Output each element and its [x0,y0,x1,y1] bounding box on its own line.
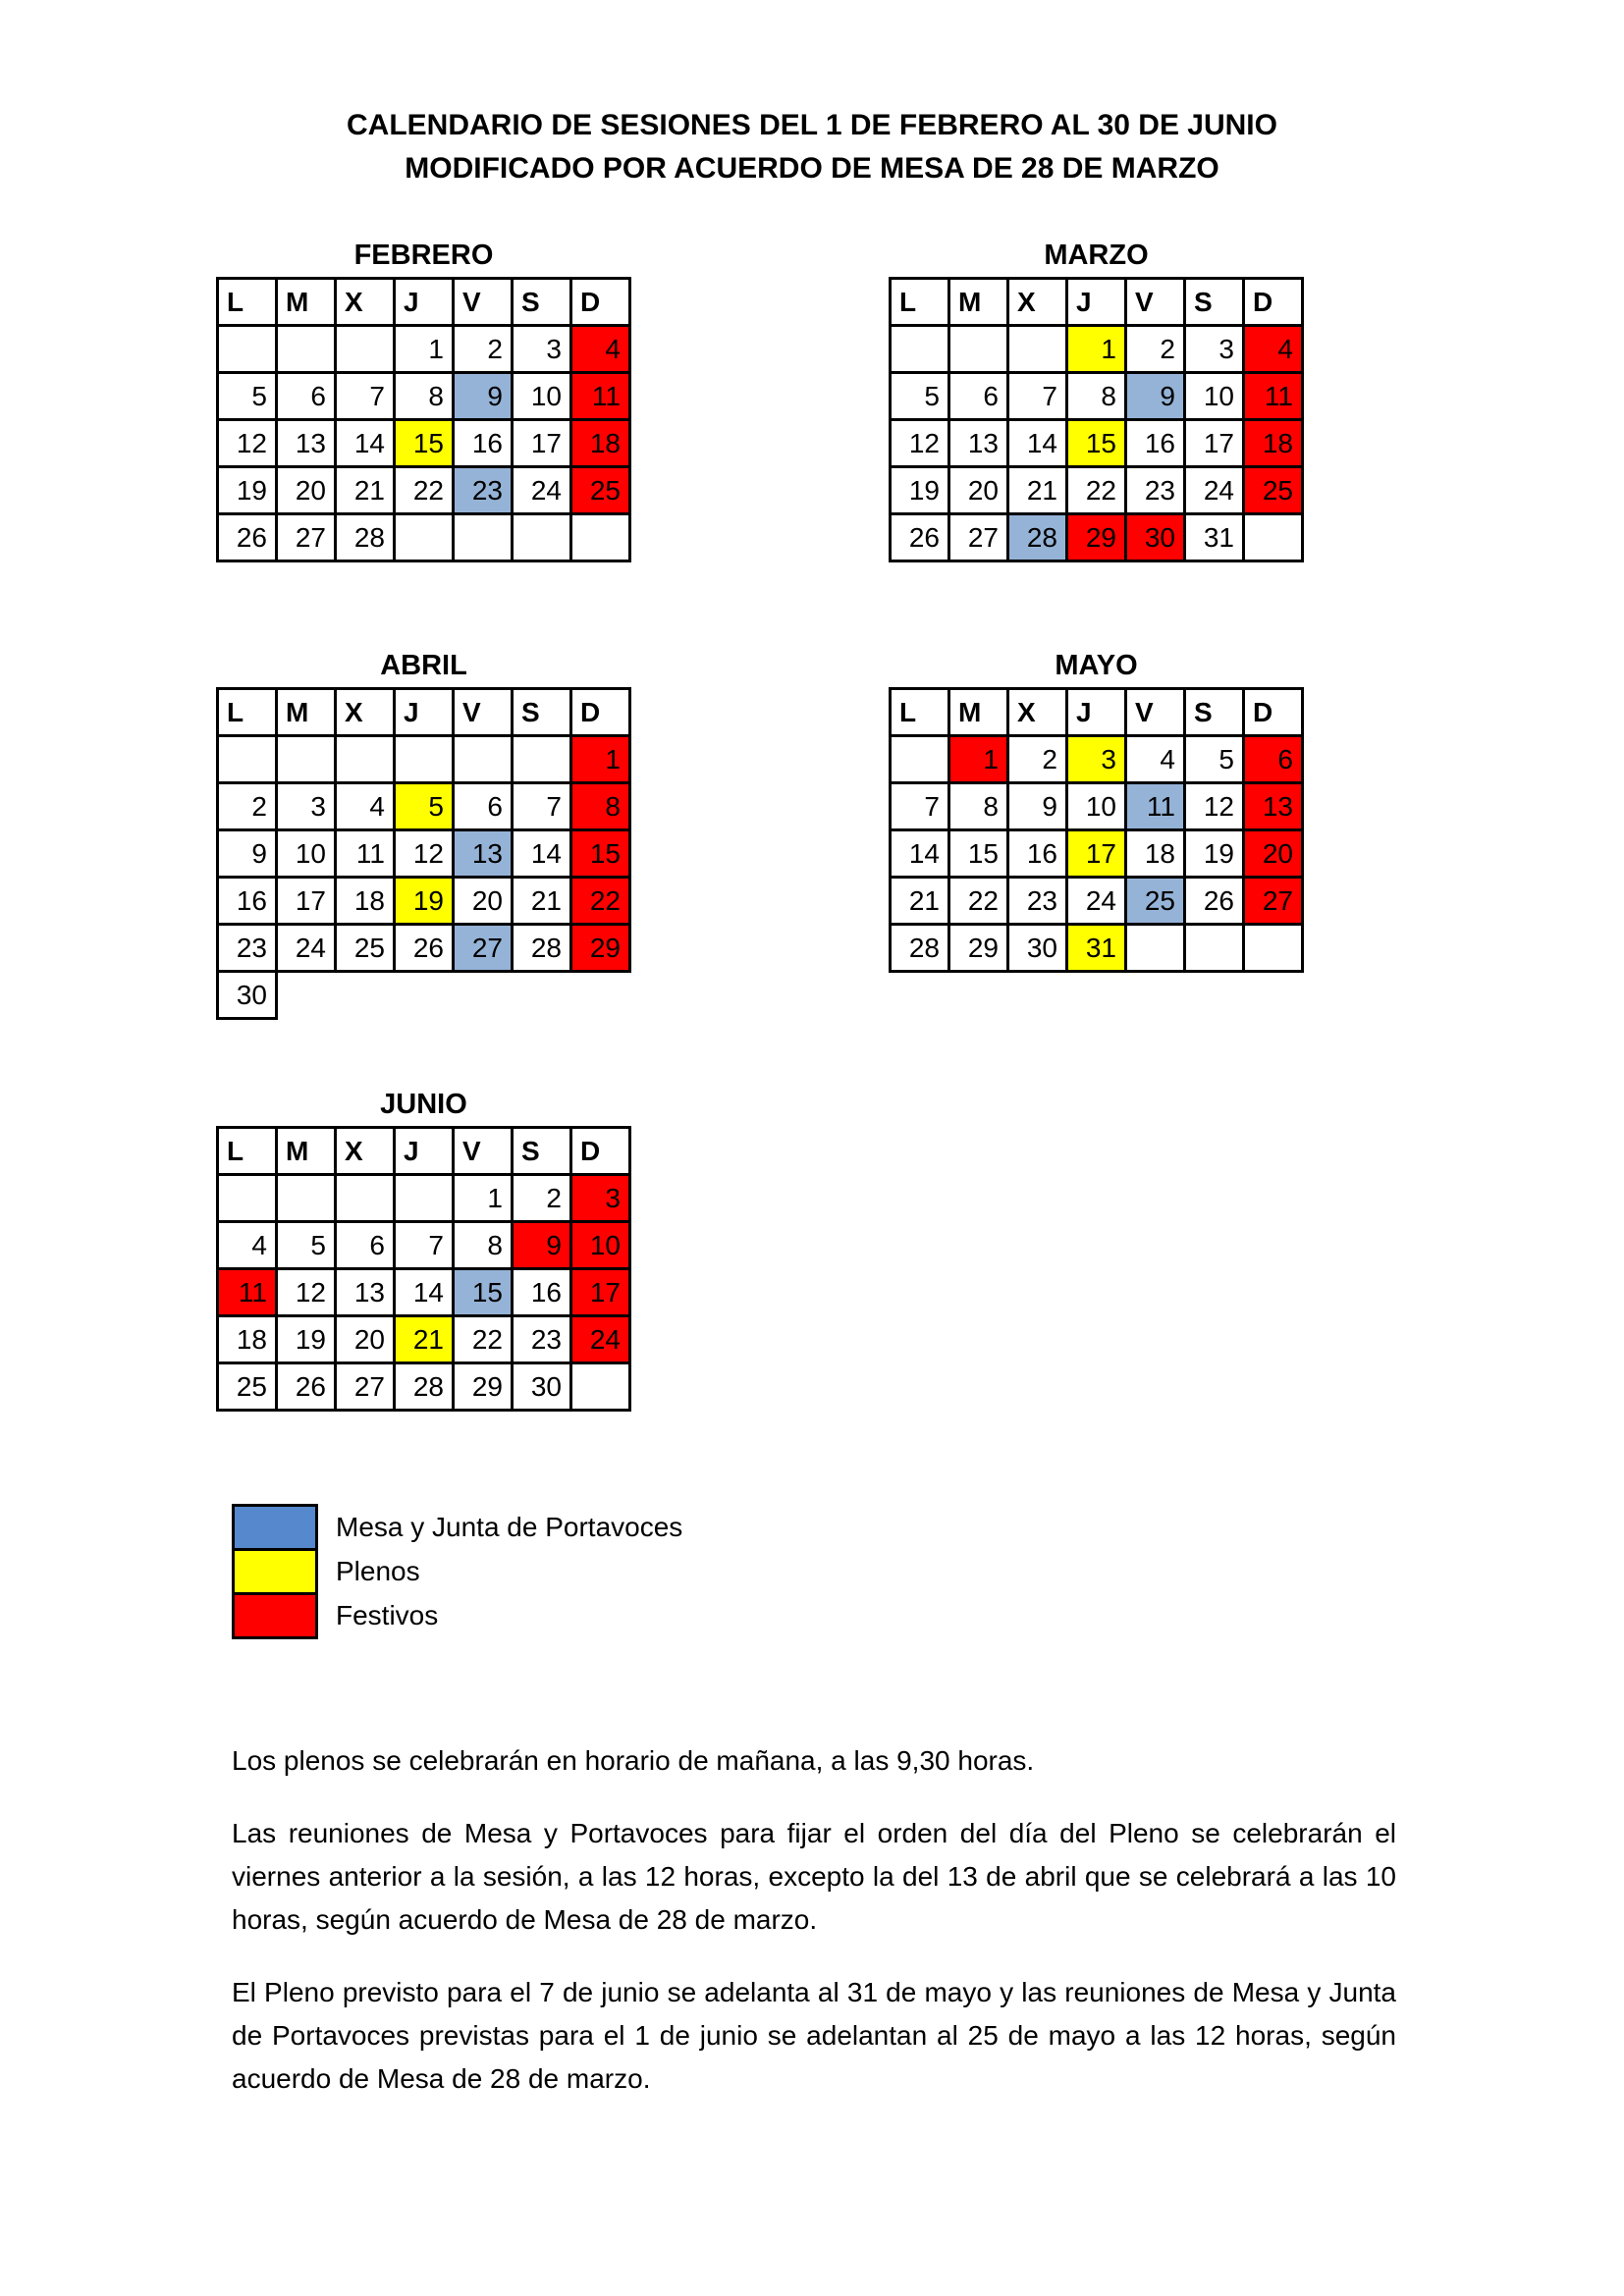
day-cell: 21 [1008,467,1067,514]
month-title: MARZO [1044,240,1149,271]
empty-day-cell [395,736,454,783]
day-cell: 7 [513,783,571,830]
day-cell: 4 [336,783,395,830]
empty-day-cell [277,326,336,373]
week-row [891,373,1303,420]
day-cell: 19 [218,467,277,514]
day-cell: 22 [1067,467,1126,514]
week-row [891,783,1303,830]
day-cell: 17 [513,420,571,467]
day-cell: 9 [218,830,277,878]
weekday-header-cell: L [218,279,277,326]
day-cell: 23 [218,925,277,972]
day-cell: 16 [1008,830,1067,878]
day-cell: 2 [513,1175,571,1222]
legend-swatch-yellow [232,1548,318,1595]
day-cell: 18 [218,1316,277,1363]
empty-day-cell [277,736,336,783]
day-cell: 17 [277,878,336,925]
weekday-header-cell: X [1008,279,1067,326]
day-cell: 1 [571,736,630,783]
month-calendar-marzo [889,240,1304,562]
day-cell: 8 [454,1222,513,1269]
day-cell: 20 [454,878,513,925]
calendar-table [889,277,1304,562]
empty-day-cell [336,326,395,373]
day-cell: 25 [1244,467,1303,514]
empty-day-cell [891,326,949,373]
day-cell: 16 [1126,420,1185,467]
day-cell: 15 [1067,420,1126,467]
weekday-header-cell: D [1244,279,1303,326]
day-cell: 27 [277,514,336,561]
week-row [218,878,630,925]
day-cell: 1 [454,1175,513,1222]
empty-day-cell [218,326,277,373]
legend-row [232,1592,682,1639]
day-cell: 1 [949,736,1008,783]
day-cell: 14 [336,420,395,467]
week-row [218,420,630,467]
day-cell: 4 [218,1222,277,1269]
day-cell: 6 [949,373,1008,420]
weekday-header-cell: M [277,689,336,736]
week-row [218,514,630,561]
weekday-header-cell: V [1126,689,1185,736]
weekday-header-cell: D [571,689,630,736]
month-calendar-mayo [889,650,1304,973]
day-cell: 3 [1185,326,1244,373]
weekday-header-cell: V [1126,279,1185,326]
day-cell: 13 [336,1269,395,1316]
week-row [891,420,1303,467]
weekday-header-cell: S [1185,279,1244,326]
day-cell: 4 [1244,326,1303,373]
weekday-header-cell: D [571,279,630,326]
day-cell: 10 [571,1222,630,1269]
day-cell: 22 [454,1316,513,1363]
day-cell: 7 [891,783,949,830]
day-cell: 19 [277,1316,336,1363]
weekday-header-cell: J [395,689,454,736]
weekday-header-cell: X [336,279,395,326]
month-calendar-junio [216,1089,631,1412]
day-cell: 2 [218,783,277,830]
weekday-header-cell: S [1185,689,1244,736]
weekday-header-cell: L [218,1128,277,1175]
weekday-header-cell: L [891,279,949,326]
week-row [891,736,1303,783]
day-cell: 30 [513,1363,571,1411]
day-cell: 15 [571,830,630,878]
day-cell: 4 [1126,736,1185,783]
weekday-header-cell: X [336,689,395,736]
day-cell: 28 [891,925,949,972]
day-cell: 3 [571,1175,630,1222]
empty-day-cell [1244,514,1303,561]
legend-swatch-red [232,1592,318,1639]
day-cell: 19 [395,878,454,925]
note-mesa-portavoces-meetings: Las reuniones de Mesa y Portavoces para fijar el orden del día del Pleno se celebrarán el viernes anterior a la sesión, a las 12 horas, excepto la del 13 de abril que se celebrará a las 10 horas, según acuerdo de Mesa de 28 de marzo. [232,1818,1396,1935]
absent-cell [277,972,336,1019]
week-row [218,1269,630,1316]
day-cell: 22 [949,878,1008,925]
day-cell: 29 [949,925,1008,972]
day-cell: 3 [277,783,336,830]
legend-label: Mesa y Junta de Portavoces [336,1512,683,1542]
day-cell: 28 [395,1363,454,1411]
day-cell: 20 [277,467,336,514]
day-cell: 5 [395,783,454,830]
weekday-header-cell: M [949,689,1008,736]
legend-label: Festivos [336,1600,439,1630]
day-cell: 6 [454,783,513,830]
empty-day-cell [1185,925,1244,972]
day-cell: 5 [218,373,277,420]
notes-section [232,1739,1396,2130]
weekday-header-cell: L [218,689,277,736]
weekday-header-row [218,689,630,736]
day-cell: 18 [1126,830,1185,878]
weekday-header-cell: M [277,279,336,326]
day-cell: 26 [395,925,454,972]
page-title [0,104,1624,190]
weekday-header-cell: J [1067,689,1126,736]
empty-day-cell [336,736,395,783]
day-cell: 15 [949,830,1008,878]
day-cell: 10 [1067,783,1126,830]
day-cell: 19 [1185,830,1244,878]
day-cell: 26 [277,1363,336,1411]
day-cell: 22 [571,878,630,925]
week-row [218,783,630,830]
week-row [891,925,1303,972]
day-cell: 18 [1244,420,1303,467]
day-cell: 5 [277,1222,336,1269]
day-cell: 9 [454,373,513,420]
day-cell: 18 [571,420,630,467]
empty-day-cell [1126,925,1185,972]
day-cell: 14 [513,830,571,878]
weekday-header-cell: X [336,1128,395,1175]
day-cell: 16 [454,420,513,467]
week-row [218,972,630,1019]
weekday-header-row [218,1128,630,1175]
empty-day-cell [1244,925,1303,972]
day-cell: 30 [218,972,277,1019]
day-cell: 28 [513,925,571,972]
day-cell: 25 [336,925,395,972]
empty-day-cell [454,514,513,561]
week-row [218,1175,630,1222]
day-cell: 12 [218,420,277,467]
day-cell: 29 [1067,514,1126,561]
day-cell: 2 [1126,326,1185,373]
day-cell: 7 [1008,373,1067,420]
day-cell: 6 [277,373,336,420]
month-calendar-febrero [216,240,631,562]
day-cell: 5 [1185,736,1244,783]
week-row [218,1363,630,1411]
day-cell: 13 [949,420,1008,467]
day-cell: 12 [395,830,454,878]
day-cell: 9 [1126,373,1185,420]
empty-day-cell [218,736,277,783]
weekday-header-cell: J [395,1128,454,1175]
day-cell: 29 [454,1363,513,1411]
absent-cell [513,972,571,1019]
day-cell: 4 [571,326,630,373]
day-cell: 27 [1244,878,1303,925]
weekday-header-cell: D [571,1128,630,1175]
legend-row [232,1504,682,1551]
day-cell: 31 [1067,925,1126,972]
day-cell: 27 [336,1363,395,1411]
day-cell: 12 [277,1269,336,1316]
day-cell: 8 [1067,373,1126,420]
day-cell: 13 [1244,783,1303,830]
month-title: JUNIO [380,1089,467,1120]
day-cell: 16 [513,1269,571,1316]
calendar-table [889,687,1304,973]
calendar-table [216,1126,631,1412]
week-row [891,467,1303,514]
day-cell: 13 [277,420,336,467]
day-cell: 12 [891,420,949,467]
day-cell: 25 [218,1363,277,1411]
day-cell: 9 [1008,783,1067,830]
day-cell: 24 [1067,878,1126,925]
day-cell: 28 [1008,514,1067,561]
day-cell: 21 [395,1316,454,1363]
month-title: ABRIL [380,650,467,681]
weekday-header-cell: V [454,279,513,326]
empty-day-cell [336,1175,395,1222]
empty-day-cell [218,1175,277,1222]
day-cell: 17 [571,1269,630,1316]
day-cell: 17 [1185,420,1244,467]
day-cell: 3 [1067,736,1126,783]
weekday-header-cell: S [513,1128,571,1175]
day-cell: 19 [891,467,949,514]
legend-swatch-legend-blue [232,1504,318,1551]
day-cell: 26 [218,514,277,561]
legend-label: Plenos [336,1556,420,1586]
weekday-header-cell: J [1067,279,1126,326]
day-cell: 30 [1126,514,1185,561]
day-cell: 11 [571,373,630,420]
empty-day-cell [395,1175,454,1222]
calendar-table [216,687,631,1020]
weekday-header-cell: J [395,279,454,326]
week-row [218,925,630,972]
day-cell: 8 [949,783,1008,830]
empty-day-cell [1008,326,1067,373]
weekday-header-cell: V [454,1128,513,1175]
day-cell: 22 [395,467,454,514]
weekday-header-cell: V [454,689,513,736]
page-title-line-1: CALENDARIO DE SESIONES DEL 1 DE FEBRERO AL 30 DE JUNIO [347,109,1277,141]
empty-day-cell [949,326,1008,373]
day-cell: 25 [571,467,630,514]
empty-day-cell [513,514,571,561]
empty-day-cell [571,1363,630,1411]
week-row [891,514,1303,561]
day-cell: 14 [395,1269,454,1316]
empty-day-cell [395,514,454,561]
day-cell: 5 [891,373,949,420]
day-cell: 21 [336,467,395,514]
day-cell: 24 [1185,467,1244,514]
day-cell: 15 [454,1269,513,1316]
weekday-header-cell: D [1244,689,1303,736]
day-cell: 24 [513,467,571,514]
absent-cell [336,972,395,1019]
day-cell: 8 [571,783,630,830]
weekday-header-cell: M [277,1128,336,1175]
day-cell: 6 [336,1222,395,1269]
legend [232,1504,682,1639]
weekday-header-cell: S [513,689,571,736]
day-cell: 1 [1067,326,1126,373]
day-cell: 23 [454,467,513,514]
week-row [218,1222,630,1269]
day-cell: 2 [454,326,513,373]
week-row [218,736,630,783]
absent-cell [395,972,454,1019]
absent-cell [571,972,630,1019]
weekday-header-cell: M [949,279,1008,326]
week-row [218,326,630,373]
week-row [891,830,1303,878]
calendar-table [216,277,631,562]
day-cell: 24 [571,1316,630,1363]
day-cell: 6 [1244,736,1303,783]
day-cell: 23 [1126,467,1185,514]
empty-day-cell [891,736,949,783]
day-cell: 11 [336,830,395,878]
day-cell: 21 [513,878,571,925]
day-cell: 20 [336,1316,395,1363]
day-cell: 27 [454,925,513,972]
day-cell: 8 [395,373,454,420]
day-cell: 11 [1126,783,1185,830]
day-cell: 18 [336,878,395,925]
day-cell: 12 [1185,783,1244,830]
weekday-header-row [891,689,1303,736]
absent-cell [454,972,513,1019]
week-row [218,1316,630,1363]
day-cell: 21 [891,878,949,925]
week-row [891,878,1303,925]
empty-day-cell [454,736,513,783]
day-cell: 30 [1008,925,1067,972]
day-cell: 7 [336,373,395,420]
day-cell: 13 [454,830,513,878]
day-cell: 23 [513,1316,571,1363]
note-june-rescheduling: El Pleno previsto para el 7 de junio se adelanta al 31 de mayo y las reuniones de Mesa y Junta de Portavoces previstas para el 1 de junio se adelantan al 25 de mayo a las 12 horas, según acuerdo de Mesa de 28 de marzo. [232,1977,1396,2094]
day-cell: 17 [1067,830,1126,878]
day-cell: 26 [1185,878,1244,925]
day-cell: 28 [336,514,395,561]
empty-day-cell [571,514,630,561]
day-cell: 10 [513,373,571,420]
day-cell: 14 [891,830,949,878]
empty-day-cell [277,1175,336,1222]
day-cell: 9 [513,1222,571,1269]
weekday-header-cell: S [513,279,571,326]
week-row [218,830,630,878]
day-cell: 14 [1008,420,1067,467]
week-row [891,326,1303,373]
day-cell: 2 [1008,736,1067,783]
day-cell: 24 [277,925,336,972]
page-title-line-2: MODIFICADO POR ACUERDO DE MESA DE 28 DE MARZO [405,152,1219,185]
note-plenos-schedule: Los plenos se celebrarán en horario de mañana, a las 9,30 horas. [232,1745,1035,1776]
day-cell: 16 [218,878,277,925]
month-calendar-abril [216,650,631,1020]
weekday-header-row [891,279,1303,326]
day-cell: 20 [1244,830,1303,878]
week-row [218,373,630,420]
day-cell: 29 [571,925,630,972]
month-title: MAYO [1055,650,1138,681]
day-cell: 31 [1185,514,1244,561]
day-cell: 7 [395,1222,454,1269]
day-cell: 27 [949,514,1008,561]
weekday-header-row [218,279,630,326]
day-cell: 15 [395,420,454,467]
day-cell: 3 [513,326,571,373]
month-title: FEBRERO [353,240,494,271]
empty-day-cell [513,736,571,783]
day-cell: 1 [395,326,454,373]
weekday-header-cell: L [891,689,949,736]
day-cell: 23 [1008,878,1067,925]
day-cell: 25 [1126,878,1185,925]
weekday-header-cell: X [1008,689,1067,736]
day-cell: 11 [1244,373,1303,420]
day-cell: 10 [1185,373,1244,420]
day-cell: 10 [277,830,336,878]
legend-row [232,1548,682,1595]
day-cell: 20 [949,467,1008,514]
day-cell: 26 [891,514,949,561]
day-cell: 11 [218,1269,277,1316]
week-row [218,467,630,514]
